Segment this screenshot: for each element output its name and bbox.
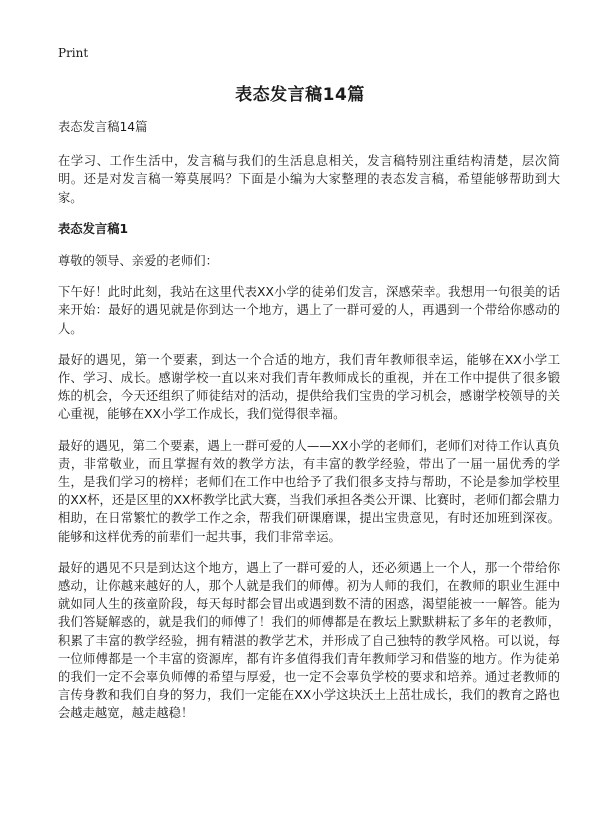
salutation: 尊敬的领导、亲爱的老师们： <box>58 254 218 269</box>
document-body <box>58 118 560 736</box>
document-title: 表态发言稿14篇 <box>235 85 365 105</box>
body-paragraph: 最好的遇见不只是到达这个地方，遇上了一群可爱的人，还必须遇上一个人，那一个带给你感动，让你越来越好的人，那个人就是我们的师傅。初为人师的我们，在教师的职业生涯中就如同人生的孩童阶段，每天每时都会冒出或遇到数不清的困惑，渴望能被一一解答。能为我们答疑解惑的，就是我们的师傅了！我们的师傅都是在教坛上默默耕耘了多年的老教师，积累了丰富的教学经验，拥有精湛的教学艺术，并形成了自己独特的教学风格。可以说，每一位师傅都是一个丰富的资源库，都有许多值得我们青年教师学习和借鉴的地方。作为徒弟的我们一定不会辜负师傅的希望与厚爱，也一定不会辜负学校的要求和培养。通过老教师的言传身教和我们自身的努力，我们一定能在XX小学这块沃土上茁壮成长，我们的教育之路也会越走越宽，越走越稳！ <box>58 560 560 721</box>
section-heading: 表态发言稿1 <box>58 221 129 236</box>
print-label: Print <box>58 46 89 60</box>
intro-paragraph: 在学习、工作生活中，发言稿与我们的生活息息相关，发言稿特别注重结构清楚，层次简明。还是对发言稿一筹莫展吗？下面是小编为大家整理的表态发言稿，希望能够帮助到大家。 <box>58 154 560 205</box>
body-paragraph: 下午好！此时此刻，我站在这里代表XX小学的徒弟们发言，深感荣幸。我想用一句很美的话来开始：最好的遇见就是你到达一个地方，遇上了一群可爱的人，再遇到一个带给你感动的人。 <box>58 285 560 336</box>
body-paragraph: 最好的遇见，第一个要素，到达一个合适的地方，我们青年教师很幸运，能够在XX小学工作、学习、成长。感谢学校一直以来对我们青年教师成长的重视，并在工作中提供了很多锻炼的机会，今天还组织了师徒结对的活动，提供给我们宝贵的学习机会，感谢学校领导的关心重视，能够在XX小学工作成长，我们觉得很幸福。 <box>58 352 560 422</box>
document-subtitle: 表态发言稿14篇 <box>58 120 148 134</box>
body-paragraph: 最好的遇见，第二个要素，遇上一群可爱的人——XX小学的老师们，老师们对待工作认真负责，非常敬业，而且掌握有效的教学方法，有丰富的教学经验，带出了一届一届优秀的学生，是我们学习的榜样；老师们在工作中也给予了我们很多支持与帮助，不论是参加学校里的XX杯，还是区里的XX杯教学比武大赛，当我们承担各类公开课、比赛时，老师们都会鼎力相助，在日常繁忙的教学工作之余，帮我们研课磨课，提出宝贵意见，有时还加班到深夜。能够和这样优秀的前辈们一起共事，我们非常幸运。 <box>58 438 560 544</box>
